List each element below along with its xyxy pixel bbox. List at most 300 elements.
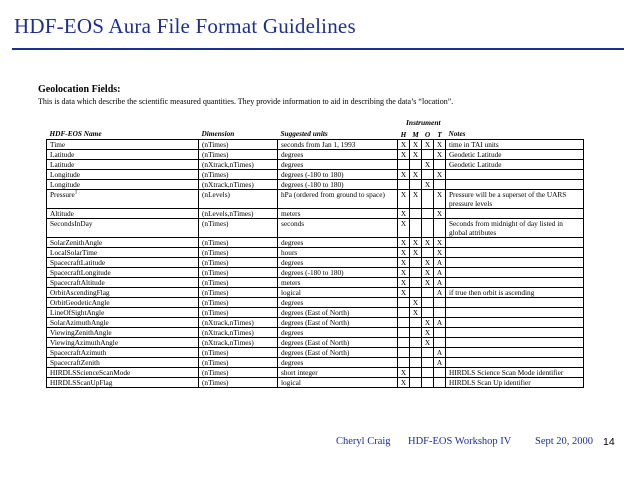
cell-m-text: X [412, 190, 419, 199]
cell-dimension-text: (nTimes) [202, 358, 229, 367]
cell-o [422, 338, 434, 348]
cell-t [434, 298, 446, 308]
cell-dimension-text: (nTimes) [202, 219, 229, 228]
cell-o [422, 190, 434, 209]
cell-m [410, 328, 422, 338]
cell-dimension-text: (nXtrack,nTimes) [202, 180, 254, 189]
cell-m [410, 238, 422, 248]
cell-o-text: X [424, 318, 431, 327]
cell-name-text: OrbitAscendingFlag [50, 288, 110, 297]
table-row [47, 209, 584, 219]
cell-name-text: ViewingAzimuthAngle [50, 338, 119, 347]
cell-name [47, 170, 199, 180]
header-dimension: Dimension [201, 129, 235, 138]
cell-units [278, 348, 398, 358]
cell-t [434, 288, 446, 298]
cell-notes-text: Geodetic Latitude [449, 150, 502, 159]
cell-dimension [199, 278, 278, 288]
cell-dimension-text: (nTimes) [202, 258, 229, 267]
cell-name [47, 150, 199, 160]
cell-notes [446, 378, 584, 388]
cell-notes [446, 140, 584, 150]
cell-dimension [199, 298, 278, 308]
cell-t [434, 150, 446, 160]
cell-name [47, 338, 199, 348]
cell-units [278, 248, 398, 258]
cell-units-text: degrees (-180 to 180) [281, 170, 344, 179]
cell-units [278, 140, 398, 150]
cell-o-text: X [424, 160, 431, 169]
cell-name [47, 278, 199, 288]
cell-m [410, 318, 422, 328]
cell-o [422, 140, 434, 150]
cell-o [422, 358, 434, 368]
cell-o [422, 288, 434, 298]
cell-o [422, 278, 434, 288]
cell-t [434, 268, 446, 278]
cell-t [434, 140, 446, 150]
cell-m-text: X [412, 248, 419, 257]
cell-m [410, 288, 422, 298]
cell-name-text: Longitude [50, 180, 80, 189]
cell-units-text: degrees [281, 328, 304, 337]
table-row [47, 288, 584, 298]
cell-notes [446, 248, 584, 258]
cell-units [278, 338, 398, 348]
cell-h-text: X [400, 190, 407, 199]
cell-t-text: A [436, 278, 443, 287]
cell-notes [446, 338, 584, 348]
cell-t-text: A [436, 348, 443, 357]
cell-units [278, 358, 398, 368]
cell-name-text: LocalSolarTime [50, 248, 98, 257]
header-notes: Notes [448, 129, 466, 138]
cell-name [47, 328, 199, 338]
cell-o [422, 368, 434, 378]
cell-t [434, 238, 446, 248]
cell-t [434, 248, 446, 258]
cell-dimension-text: (nTimes) [202, 348, 229, 357]
cell-dimension-text: (nTimes) [202, 268, 229, 277]
cell-h [398, 368, 410, 378]
cell-t-text: A [436, 358, 443, 367]
cell-name [47, 358, 199, 368]
cell-m [410, 258, 422, 268]
slide-title: HDF-EOS Aura File Format Guidelines [14, 14, 356, 38]
cell-dimension [199, 238, 278, 248]
cell-units-text: degrees (East of North) [281, 318, 350, 327]
cell-name-text: SpacecraftZenith [50, 358, 100, 367]
cell-h [398, 268, 410, 278]
cell-name-text: SpacecraftAzimuth [50, 348, 107, 357]
cell-units-text: hPa (ordered from ground to space) [281, 190, 385, 199]
cell-name [47, 209, 199, 219]
cell-notes-text: HIRDLS Scan Up identifier [449, 378, 531, 387]
cell-t [434, 190, 446, 209]
cell-dimension-text: (nTimes) [202, 170, 229, 179]
cell-dimension-text: (nTimes) [202, 140, 229, 149]
table-row [47, 308, 584, 318]
cell-t [434, 180, 446, 190]
cell-notes [446, 368, 584, 378]
cell-units [278, 378, 398, 388]
cell-units-text: degrees (East of North) [281, 308, 350, 317]
cell-units [278, 180, 398, 190]
cell-h-text: X [400, 278, 407, 287]
cell-name-text: ViewingZenithAngle [50, 328, 112, 337]
cell-name [47, 308, 199, 318]
cell-units-text: degrees (-180 to 180) [281, 180, 344, 189]
cell-notes [446, 298, 584, 308]
cell-t-text: X [436, 150, 443, 159]
cell-dimension-text: (nXtrack,nTimes) [202, 160, 254, 169]
cell-name-text: SpacecraftAltitude [50, 278, 105, 287]
cell-h-text: X [400, 150, 407, 159]
cell-h [398, 288, 410, 298]
cell-name [47, 219, 199, 238]
cell-h [398, 140, 410, 150]
header-t: T [437, 130, 442, 139]
cell-name [47, 368, 199, 378]
cell-units-text: meters [281, 278, 301, 287]
cell-t [434, 338, 446, 348]
cell-h [398, 219, 410, 238]
cell-o [422, 258, 434, 268]
cell-t-text: A [436, 318, 443, 327]
cell-h [398, 348, 410, 358]
cell-notes [446, 348, 584, 358]
cell-units [278, 368, 398, 378]
cell-h-text: X [400, 140, 407, 149]
table-header-row [47, 128, 584, 140]
cell-notes [446, 328, 584, 338]
cell-o [422, 150, 434, 160]
cell-dimension [199, 348, 278, 358]
cell-units [278, 150, 398, 160]
cell-dimension [199, 160, 278, 170]
cell-t-text: X [436, 248, 443, 257]
cell-h-text: X [400, 238, 407, 247]
cell-notes-text: Seconds from midnight of day listed in global attributes [449, 219, 563, 237]
cell-h [398, 318, 410, 328]
cell-units-text: degrees (East of North) [281, 338, 350, 347]
cell-name [47, 238, 199, 248]
cell-t-text: X [436, 190, 443, 199]
cell-t [434, 318, 446, 328]
cell-o [422, 268, 434, 278]
cell-dimension [199, 358, 278, 368]
cell-name-text: HIRDLSScienceScanMode [50, 368, 131, 377]
table-row [47, 180, 584, 190]
header-h: H [400, 130, 407, 139]
cell-h [398, 258, 410, 268]
cell-dimension [199, 318, 278, 328]
cell-name [47, 160, 199, 170]
cell-units-text: logical [281, 378, 301, 387]
section-title: Geolocation Fields: [38, 84, 121, 95]
cell-o-text: X [424, 140, 431, 149]
cell-o [422, 348, 434, 358]
cell-name-text: SolarAzimuthAngle [50, 318, 109, 327]
cell-dimension [199, 180, 278, 190]
cell-m [410, 140, 422, 150]
cell-dimension [199, 140, 278, 150]
cell-o [422, 298, 434, 308]
cell-m [410, 278, 422, 288]
cell-h [398, 190, 410, 209]
cell-notes [446, 278, 584, 288]
page-number: 14 [603, 436, 615, 448]
cell-dimension-text: (nTimes) [202, 298, 229, 307]
cell-name [47, 268, 199, 278]
cell-name [47, 258, 199, 268]
title-underline [12, 48, 624, 50]
cell-h-text: X [400, 258, 407, 267]
cell-h [398, 248, 410, 258]
table-row [47, 170, 584, 180]
cell-o [422, 180, 434, 190]
cell-name [47, 288, 199, 298]
cell-dimension [199, 378, 278, 388]
table-body [47, 140, 584, 388]
cell-units-text: degrees [281, 150, 304, 159]
cell-dimension-text: (nTimes) [202, 308, 229, 317]
cell-m [410, 338, 422, 348]
cell-m [410, 368, 422, 378]
cell-m [410, 209, 422, 219]
cell-name [47, 298, 199, 308]
cell-m [410, 180, 422, 190]
cell-m [410, 160, 422, 170]
table-row [47, 150, 584, 160]
cell-units-text: degrees [281, 298, 304, 307]
cell-m-text: X [412, 238, 419, 247]
cell-name [47, 248, 199, 258]
cell-notes [446, 308, 584, 318]
cell-dimension-text: (nXtrack,nTimes) [202, 328, 254, 337]
cell-notes [446, 180, 584, 190]
cell-h [398, 338, 410, 348]
cell-notes [446, 258, 584, 268]
cell-dimension [199, 219, 278, 238]
cell-t [434, 170, 446, 180]
cell-o [422, 328, 434, 338]
cell-name [47, 180, 199, 190]
cell-name-text: Time [50, 140, 66, 149]
table-row [47, 368, 584, 378]
cell-m [410, 268, 422, 278]
cell-units-text: short integer [281, 368, 318, 377]
cell-notes [446, 268, 584, 278]
cell-units [278, 298, 398, 308]
cell-dimension [199, 170, 278, 180]
cell-h [398, 278, 410, 288]
cell-notes [446, 288, 584, 298]
cell-o [422, 308, 434, 318]
cell-t-text: A [436, 258, 443, 267]
cell-dimension-text: (nTimes) [202, 150, 229, 159]
cell-dimension-text: (nTimes) [202, 368, 229, 377]
cell-units [278, 238, 398, 248]
cell-notes-text: Pressure will be a superset of the UARS pressure levels [449, 190, 567, 208]
cell-notes [446, 318, 584, 328]
cell-m [410, 170, 422, 180]
table-row [47, 278, 584, 288]
cell-units [278, 219, 398, 238]
cell-t [434, 378, 446, 388]
cell-m [410, 298, 422, 308]
footer-date: Sept 20, 2000 [535, 436, 594, 447]
cell-dimension-text: (nXtrack,nTimes) [202, 318, 254, 327]
cell-name [47, 348, 199, 358]
cell-dimension [199, 338, 278, 348]
cell-notes-text: Geodetic Latitude [449, 160, 502, 169]
cell-o-text: X [424, 238, 431, 247]
cell-h [398, 170, 410, 180]
cell-dimension-text: (nTimes) [202, 278, 229, 287]
header-o: O [424, 130, 431, 139]
cell-dimension [199, 328, 278, 338]
cell-dimension [199, 308, 278, 318]
cell-notes [446, 190, 584, 209]
cell-m [410, 219, 422, 238]
cell-units-text: degrees [281, 238, 304, 247]
cell-dimension [199, 248, 278, 258]
section-description: This is data which describe the scientific measured quantities. They provide information to aid in describing the data’s “location”. [38, 97, 454, 106]
table-row [47, 219, 584, 238]
cell-name-text: Pressure [50, 190, 75, 199]
cell-h-text: X [400, 209, 407, 218]
cell-t-text: A [436, 268, 443, 277]
cell-o-text: X [424, 328, 431, 337]
cell-units [278, 258, 398, 268]
cell-units-text: meters [281, 209, 301, 218]
cell-o-text: X [424, 278, 431, 287]
cell-notes [446, 160, 584, 170]
cell-units-text: degrees [281, 258, 304, 267]
cell-name-text: Latitude [50, 150, 75, 159]
cell-m [410, 248, 422, 258]
cell-notes-text: time in TAI units [449, 140, 499, 149]
table-row [47, 268, 584, 278]
cell-dimension-text: (nTimes) [202, 378, 229, 387]
cell-units [278, 328, 398, 338]
footer-event: HDF-EOS Workshop IV [408, 436, 512, 447]
cell-notes [446, 209, 584, 219]
cell-name-text: LineOfSightAngle [50, 308, 105, 317]
cell-h-text: X [400, 288, 407, 297]
table-row [47, 348, 584, 358]
cell-h-text: X [400, 248, 407, 257]
cell-t-text: A [436, 288, 443, 297]
cell-name [47, 318, 199, 328]
cell-o [422, 238, 434, 248]
cell-m [410, 150, 422, 160]
cell-name-text: Longitude [50, 170, 80, 179]
cell-o-text: X [424, 180, 431, 189]
cell-h [398, 378, 410, 388]
cell-o [422, 219, 434, 238]
cell-units [278, 209, 398, 219]
cell-units [278, 268, 398, 278]
cell-o-text: X [424, 338, 431, 347]
cell-t [434, 209, 446, 219]
cell-t [434, 258, 446, 268]
table-row [47, 238, 584, 248]
cell-o [422, 170, 434, 180]
cell-units [278, 170, 398, 180]
cell-t-text: X [436, 140, 443, 149]
cell-t [434, 160, 446, 170]
cell-h [398, 150, 410, 160]
cell-dimension [199, 258, 278, 268]
cell-name-text: SpacecraftLongitude [50, 268, 111, 277]
cell-notes-text: HIRDLS Science Scan Mode identifier [449, 368, 564, 377]
cell-dimension-text: (nXtrack,nTimes) [202, 338, 254, 347]
cell-units-text: seconds [281, 219, 305, 228]
cell-h [398, 298, 410, 308]
cell-dimension [199, 368, 278, 378]
cell-name-text: Altitude [50, 209, 74, 218]
table-row [47, 190, 584, 209]
cell-units [278, 318, 398, 328]
cell-m [410, 190, 422, 209]
table-row [47, 358, 584, 368]
cell-m [410, 308, 422, 318]
cell-units-text: hours [281, 248, 298, 257]
cell-h-text: X [400, 368, 407, 377]
cell-h [398, 160, 410, 170]
cell-o-text: X [424, 268, 431, 277]
cell-m-text: X [412, 308, 419, 317]
cell-h-text: X [400, 268, 407, 277]
table-row [47, 328, 584, 338]
cell-dimension-text: (nTimes) [202, 248, 229, 257]
table-row [47, 248, 584, 258]
cell-dimension [199, 268, 278, 278]
cell-name-text: OrbitGeodeticAngle [50, 298, 110, 307]
cell-units [278, 190, 398, 209]
cell-name-text: SecondsInDay [50, 219, 93, 228]
cell-h-text: X [400, 378, 407, 387]
footer-author: Cheryl Craig [336, 436, 391, 447]
cell-notes [446, 358, 584, 368]
cell-h [398, 308, 410, 318]
cell-t [434, 328, 446, 338]
table-row [47, 338, 584, 348]
footnote-marker: 1 [74, 190, 78, 196]
cell-m-text: X [412, 170, 419, 179]
table-row [47, 378, 584, 388]
cell-dimension-text: (nTimes) [202, 288, 229, 297]
cell-t [434, 308, 446, 318]
cell-t-text: X [436, 170, 443, 179]
cell-dimension [199, 288, 278, 298]
instrument-header: Instrument [406, 118, 441, 127]
table-row [47, 318, 584, 328]
cell-name-text: Latitude [50, 160, 75, 169]
cell-name-text: SpacecraftLatitude [50, 258, 106, 267]
cell-t [434, 358, 446, 368]
cell-o [422, 209, 434, 219]
cell-dimension [199, 150, 278, 160]
cell-dimension [199, 190, 278, 209]
header-units: Suggested units [280, 129, 328, 138]
cell-units-text: degrees [281, 160, 304, 169]
cell-t-text: X [436, 238, 443, 247]
cell-name [47, 378, 199, 388]
cell-dimension [199, 209, 278, 219]
